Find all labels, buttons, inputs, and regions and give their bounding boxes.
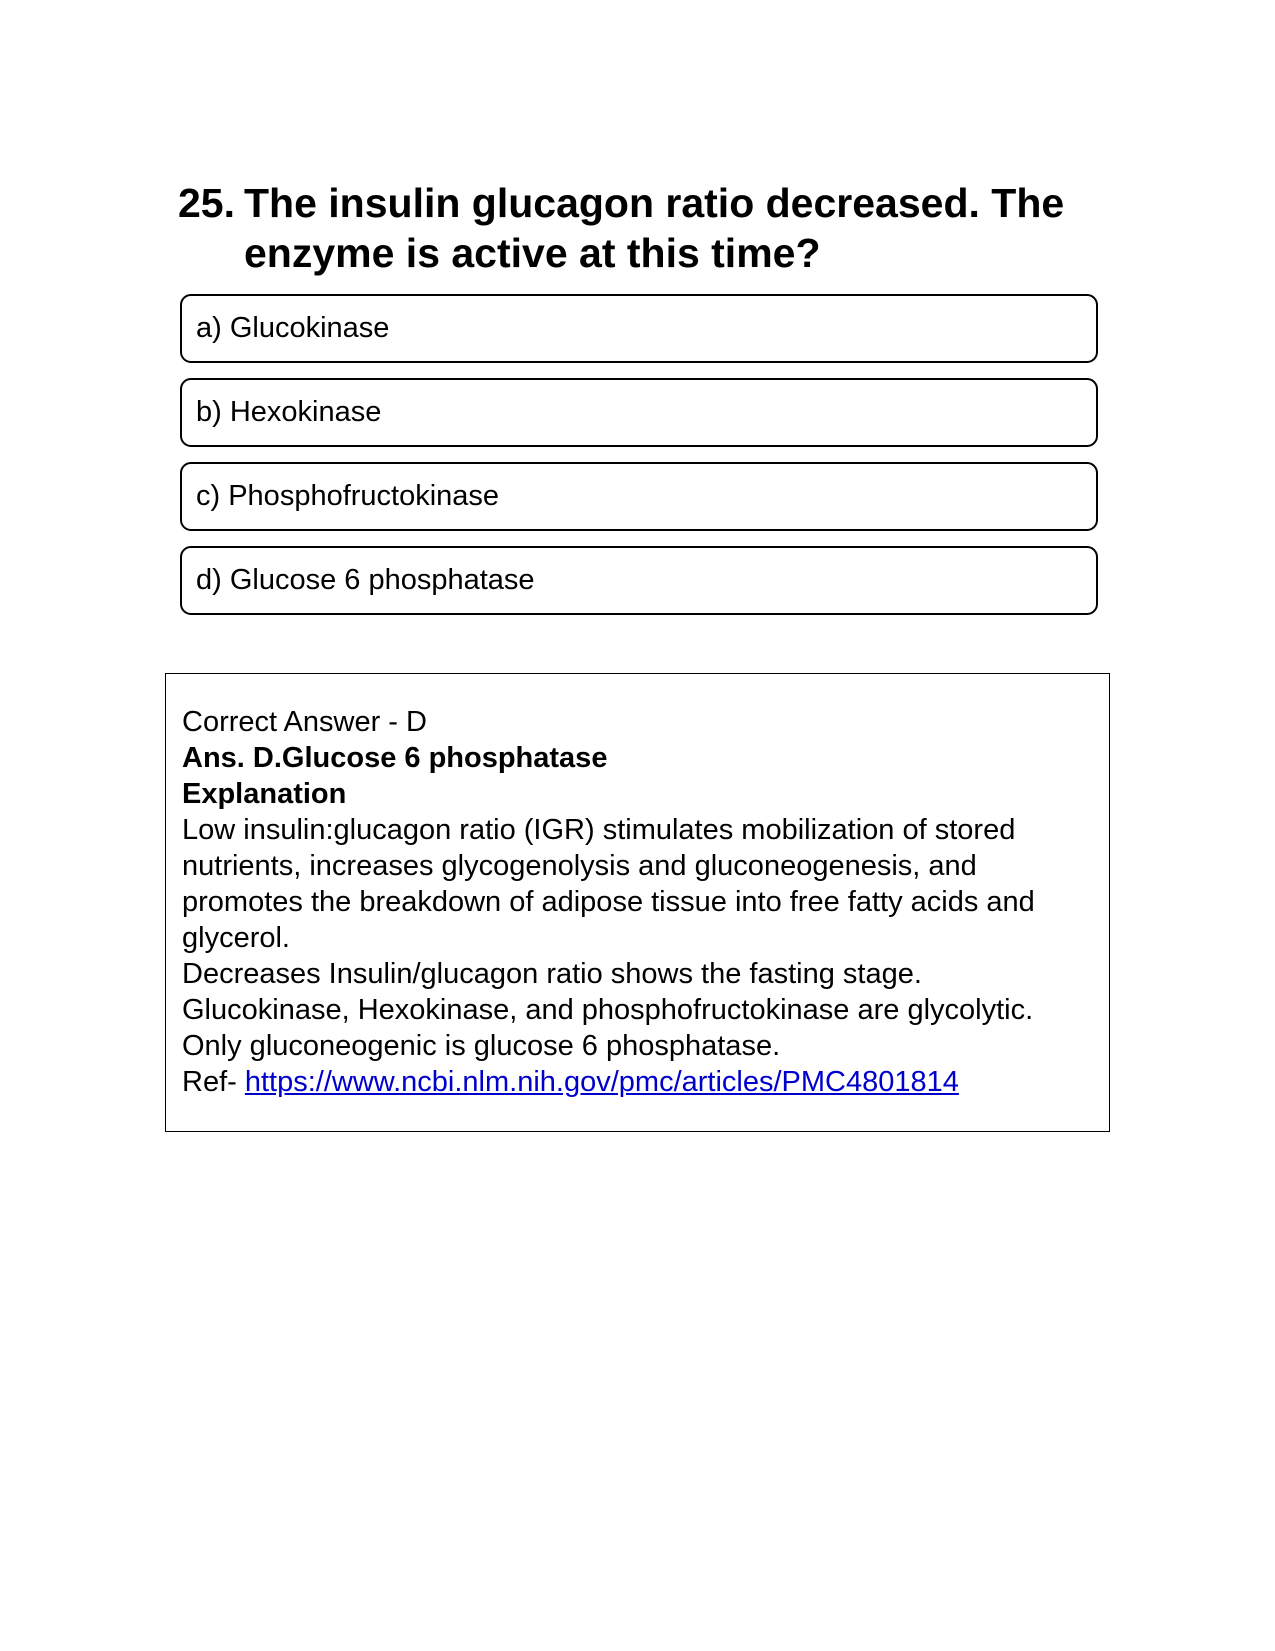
- reference-link[interactable]: https://www.ncbi.nlm.nih.gov/pmc/articles/PMC4801814: [244, 1066, 959, 1098]
- reference-prefix: Ref-: [182, 1066, 245, 1098]
- answer-options: [180, 294, 1098, 630]
- option-a[interactable]: a) Glucokinase: [180, 294, 1098, 363]
- reference-line: [182, 1064, 1093, 1100]
- question-heading: [178, 178, 1098, 278]
- answer-explanation-box: [165, 673, 1110, 1132]
- answer-title: Ans. D.Glucose 6 phosphatase: [182, 742, 608, 774]
- option-c[interactable]: c) Phosphofructokinase: [180, 462, 1098, 531]
- option-d[interactable]: d) Glucose 6 phosphatase: [180, 546, 1098, 615]
- question-number: 25.: [178, 180, 235, 226]
- explanation-paragraph-2: Decreases Insulin/glucagon ratio shows the fasting stage.: [182, 958, 922, 990]
- explanation-paragraph-1: Low insulin:glucagon ratio (IGR) stimulates mobilization of stored nutrients, increases glycogenolysis and gluconeogenesis, and promotes the breakdown of adipose tissue into free fatty acids and glycerol.: [182, 814, 1035, 954]
- option-b[interactable]: b) Hexokinase: [180, 378, 1098, 447]
- explanation-paragraph-4: Only gluconeogenic is glucose 6 phosphatase.: [182, 1030, 781, 1062]
- question-text: The insulin glucagon ratio decreased. The enzyme is active at this time?: [244, 180, 1065, 276]
- correct-answer-label: Correct Answer - D: [182, 706, 427, 738]
- explanation-paragraph-3: Glucokinase, Hexokinase, and phosphofructokinase are glycolytic.: [182, 994, 1034, 1026]
- explanation-heading: Explanation: [182, 778, 347, 810]
